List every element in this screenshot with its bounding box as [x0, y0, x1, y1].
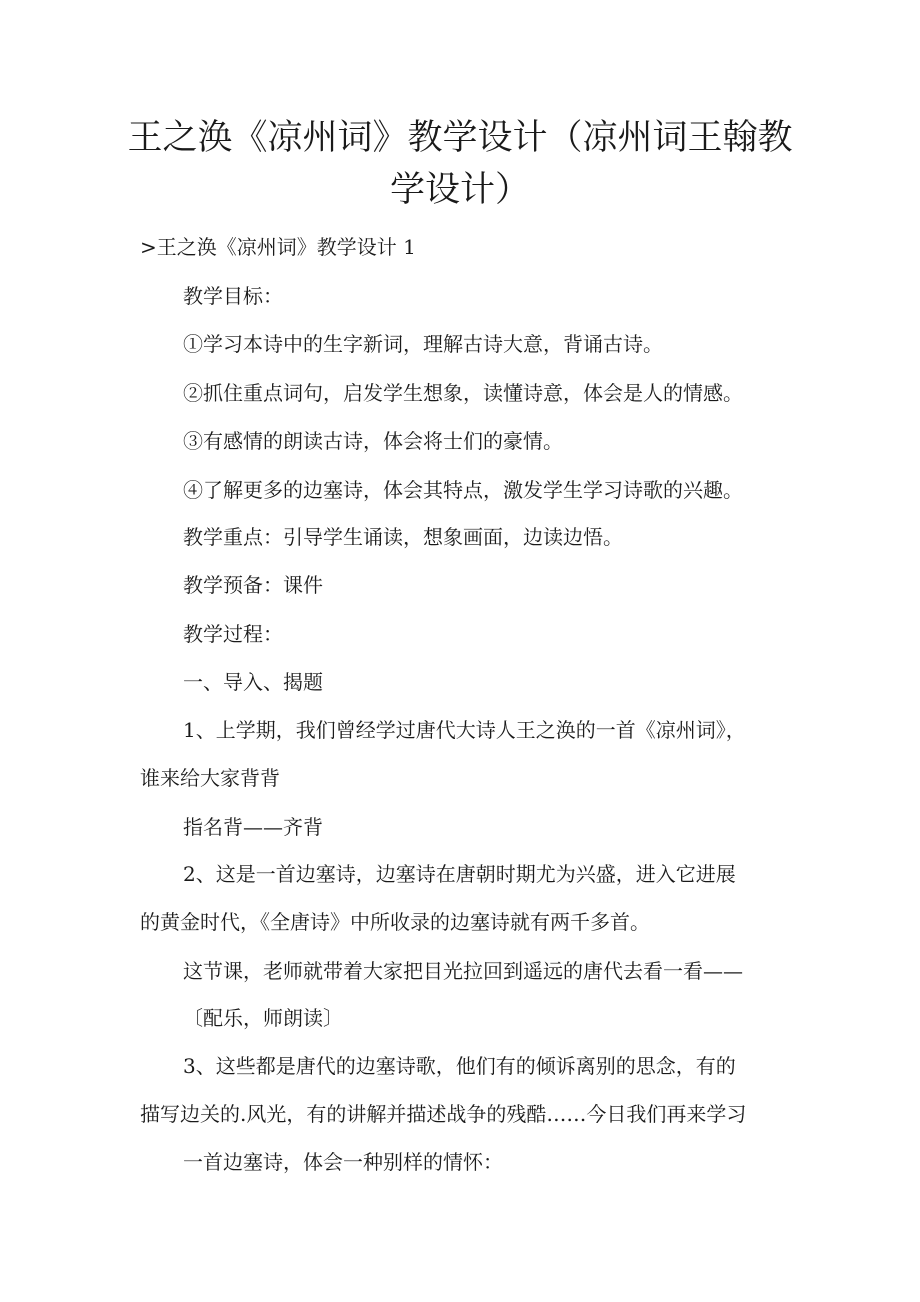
- objectives-label: 教学目标：: [183, 284, 283, 308]
- objective-item: ③有感情的朗读古诗，体会将士们的豪情。: [183, 429, 563, 453]
- document-title: 王之涣《凉州词》教学设计（凉州词王翰教学设计）: [127, 118, 793, 210]
- step1-line: 1、上学期，我们曾经学过唐代大诗人王之涣的一首《凉州词》，: [183, 718, 746, 742]
- step2-line: 的黄金时代，《全唐诗》中所收录的边塞诗就有两千多首。: [140, 910, 650, 934]
- objective-item: ②抓住重点词句，启发学生想象，读懂诗意，体会是人的情感。: [183, 381, 743, 405]
- step1-note: 指名背——齐背: [183, 815, 323, 839]
- preparation: 教学预备：课件: [183, 573, 323, 597]
- step2-line: 这节课，老师就带着大家把目光拉回到遥远的唐代去看一看——: [183, 959, 743, 983]
- step2-note: 〔配乐，师朗读〕: [183, 1006, 343, 1030]
- section-heading: >王之涣《凉州词》教学设计 1: [140, 235, 416, 259]
- step2-line: 2、这是一首边塞诗，边塞诗在唐朝时期尤为兴盛，进入它进展: [183, 862, 736, 886]
- process-label: 教学过程：: [183, 622, 283, 646]
- key-points: 教学重点：引导学生诵读，想象画面，边读边悟。: [183, 525, 623, 549]
- step3-line: 一首边塞诗，体会一种别样的情怀：: [183, 1150, 503, 1174]
- step3-line: 3、这些都是唐代的边塞诗歌，他们有的倾诉离别的思念，有的: [183, 1054, 736, 1078]
- part1-heading: 一、导入、揭题: [183, 670, 323, 694]
- step1-line: 谁来给大家背背: [140, 766, 280, 790]
- objective-item: ④了解更多的边塞诗，体会其特点，激发学生学习诗歌的兴趣。: [183, 478, 743, 502]
- step3-line: 描写边关的.风光，有的讲解并描述战争的残酷……今日我们再来学习: [140, 1102, 747, 1126]
- objective-item: ①学习本诗中的生字新词，理解古诗大意，背诵古诗。: [183, 332, 663, 356]
